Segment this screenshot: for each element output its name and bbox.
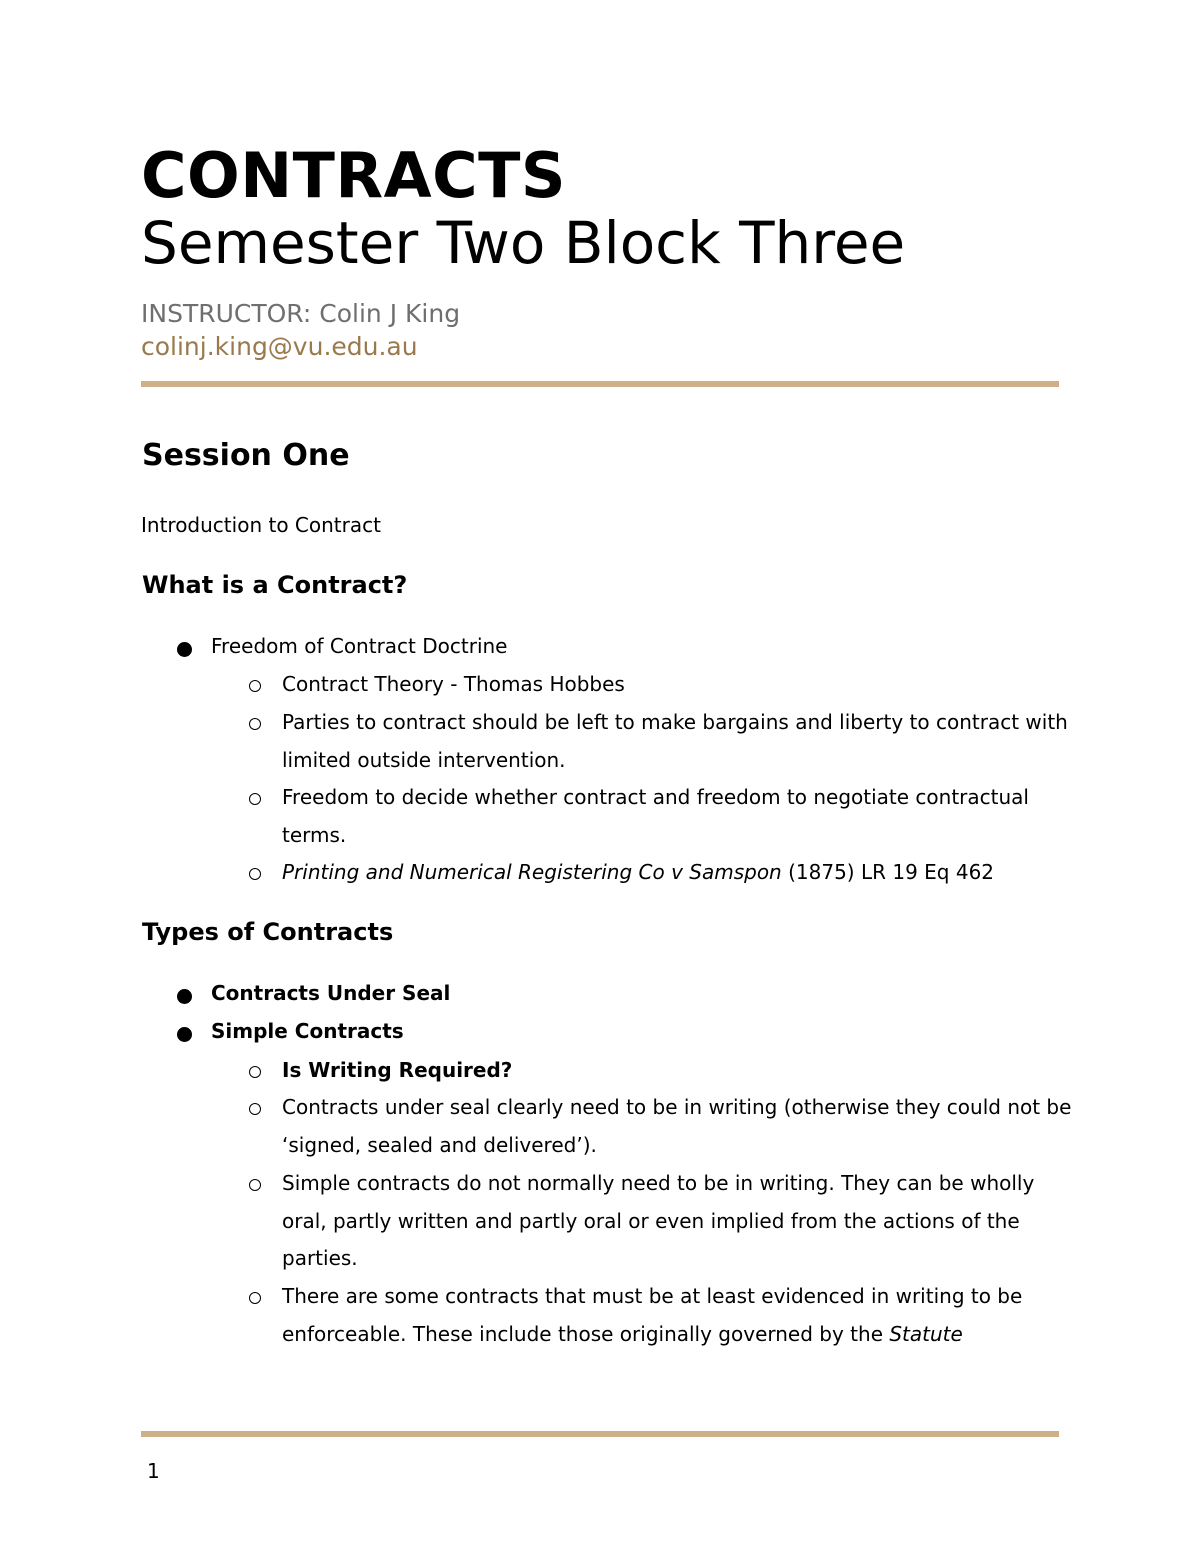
hollow-bullet-icon <box>249 868 261 880</box>
hollow-bullet-icon <box>249 1179 261 1191</box>
filled-bullet-icon <box>177 1027 192 1042</box>
list-item: Simple contracts do not normally need to be in writing. They can be wholly oral, partly written and partly oral or even implied from the actions of the parties. <box>282 1171 1035 1270</box>
list-item: Contracts Under Seal <box>211 981 451 1005</box>
section-heading-types: Types of Contracts <box>142 918 394 946</box>
section-heading-what-is: What is a Contract? <box>142 571 408 599</box>
session-heading: Session One <box>142 438 350 473</box>
hollow-bullet-icon <box>249 718 261 730</box>
instructor-name: INSTRUCTOR: Colin J King <box>141 299 461 328</box>
list-item: Freedom to decide whether contract and freedom to negotiate contractual terms. <box>282 785 1029 847</box>
hollow-bullet-icon <box>249 793 261 805</box>
list-item: Simple Contracts <box>211 1019 404 1043</box>
hollow-bullet-icon <box>249 1103 261 1115</box>
hollow-bullet-icon <box>249 1292 261 1304</box>
header-divider <box>141 381 1059 387</box>
footer-divider <box>141 1431 1059 1437</box>
filled-bullet-icon <box>177 989 192 1004</box>
list-item: Contracts under seal clearly need to be in writing (otherwise they could not be ‘signed, sealed and delivered’). <box>282 1095 1072 1157</box>
filled-bullet-icon <box>177 642 192 657</box>
instructor-email[interactable]: colinj.king@vu.edu.au <box>141 332 418 361</box>
list-item: Contract Theory - Thomas Hobbes <box>282 672 625 696</box>
list-item <box>282 854 994 892</box>
document-subtitle: Semester Two Block Three <box>141 209 906 277</box>
list-item-text: There are some contracts that must be at least evidenced in writing to be enforceable. These include those originally governed by the <box>282 1284 1023 1346</box>
case-citation: (1875) LR 19 Eq 462 <box>781 860 995 884</box>
list-item: Parties to contract should be left to make bargains and liberty to contract with limited outside intervention. <box>282 710 1068 772</box>
statute-name: Statute <box>889 1321 963 1346</box>
hollow-bullet-icon <box>249 1066 261 1078</box>
session-intro: Introduction to Contract <box>141 513 381 537</box>
list-item <box>282 1278 1072 1353</box>
case-name: Printing and Numerical Registering Co v Samspon <box>282 860 782 884</box>
hollow-bullet-icon <box>249 680 261 692</box>
document-title: CONTRACTS <box>141 139 567 212</box>
list-item: Is Writing Required? <box>282 1058 513 1082</box>
page-number: 1 <box>147 1459 160 1483</box>
list-item: Freedom of Contract Doctrine <box>211 634 508 658</box>
